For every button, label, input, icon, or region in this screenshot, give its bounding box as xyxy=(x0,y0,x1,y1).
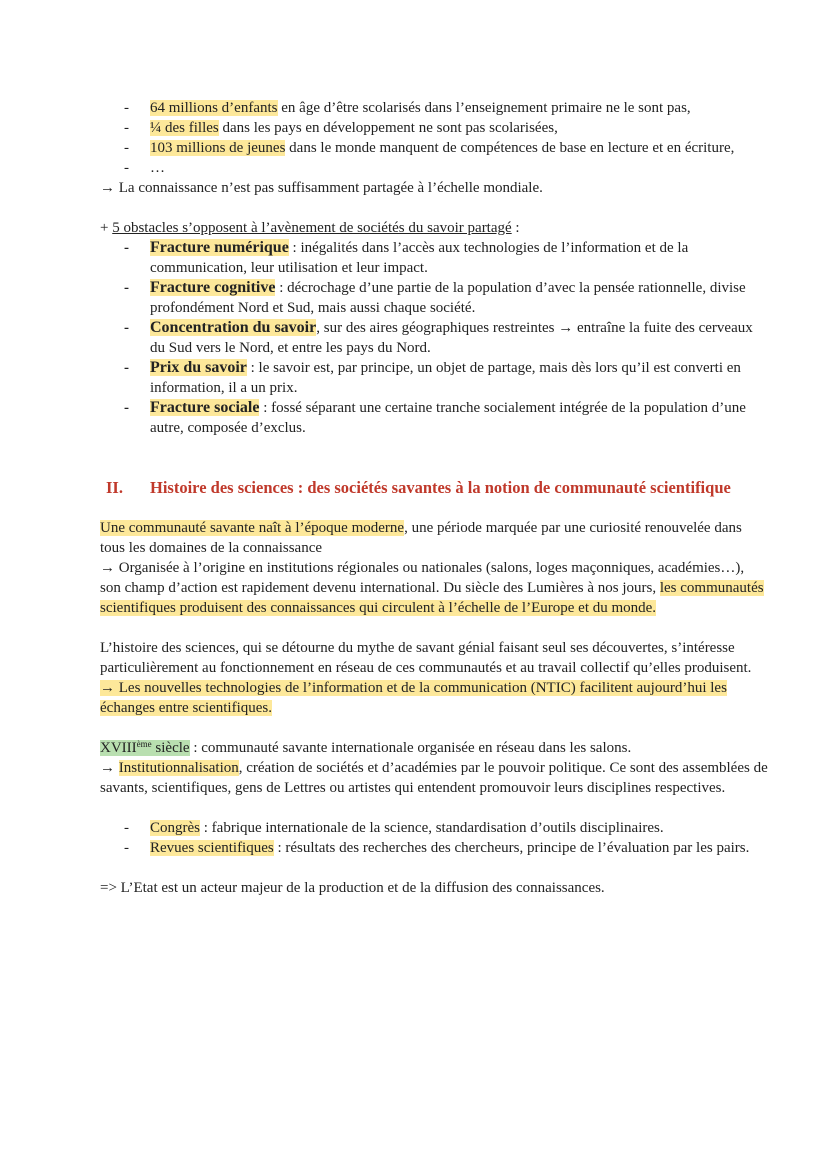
list-item xyxy=(100,818,768,838)
intro-underlined: 5 obstacles s’opposent à l’avènement de sociétés du savoir partagé xyxy=(112,220,512,236)
paragraph xyxy=(100,758,768,798)
highlight: les communautés scientifiques produisent des connaissances qui circulent à l’échelle de l’Europe et du monde. xyxy=(100,580,764,616)
paragraph-text: → Organisée à l’origine en institutions régionales ou nationales (salons, loges maçonniques, académies…), son champ d’action est rapidement devenu international. Du siècle des Lumières à nos jours, xyxy=(100,560,745,596)
list-item xyxy=(100,98,768,118)
final-conclusion: => L’Etat est un acteur majeur de la production et de la diffusion des connaissances. xyxy=(100,880,605,896)
term-desc: : fossé séparant une certaine tranche socialement intégrée de la population d’une autre, composée d’exclus. xyxy=(150,400,746,436)
list-item xyxy=(100,118,768,138)
list-item xyxy=(100,238,768,278)
paragraph xyxy=(100,678,768,718)
intro-prefix: + xyxy=(100,220,113,236)
highlight: 103 millions de jeunes xyxy=(150,140,286,156)
term: Prix du savoir xyxy=(150,359,247,376)
paragraph-text: , une période marquée par une curiosité renouvelée dans tous les domaines de la connaissance xyxy=(100,520,742,556)
arrow: → xyxy=(100,760,119,776)
paragraph-text: , création de sociétés et d’académies par le pouvoir politique. Ce sont des assemblées de savants, scientifiques, gens de Lettres ou artistes qui entendent promouvoir leurs disciplines respectives. xyxy=(100,760,768,796)
highlight: → Les nouvelles technologies de l’information et de la communication (NTIC) facilitent aujourd’hui les échanges entre scientifiques. xyxy=(100,680,727,716)
section-heading xyxy=(100,478,768,498)
paragraph xyxy=(100,738,768,758)
item-text: en âge d’être scolarisés dans l’enseignement primaire ne le sont pas, xyxy=(277,100,691,116)
section-title: Histoire des sciences : des sociétés savantes à la notion de communauté scientifique xyxy=(150,478,731,497)
item-text: : fabrique internationale de la science, standardisation d’outils disciplinaires. xyxy=(200,820,664,836)
highlight: Une communauté savante naît à l’époque moderne xyxy=(100,520,405,536)
item-text: : résultats des recherches des chercheurs, principe de l’évaluation par les pairs. xyxy=(273,840,750,856)
highlight: 64 millions d’enfants xyxy=(150,100,278,116)
paragraph xyxy=(100,518,768,558)
term: Fracture sociale xyxy=(150,399,260,416)
highlight: ¼ des filles xyxy=(150,120,219,136)
intro-suffix: : xyxy=(511,220,520,236)
century-highlight xyxy=(100,740,190,756)
term-desc: : décrochage d’une partie de la population d’avec la pensée rationnelle, divise profondément Nord et Sud, mais aussi chaque société. xyxy=(150,280,746,316)
highlight: Institutionnalisation xyxy=(118,760,239,776)
century-word: siècle xyxy=(151,740,190,756)
list-item xyxy=(100,838,768,858)
term-desc: : inégalités dans l’accès aux technologies de l’information et de la communication, leur utilisation et leur impact. xyxy=(150,240,689,276)
institutions-list xyxy=(100,818,768,858)
item-text: dans les pays en développement ne sont pas scolarisées, xyxy=(218,120,558,136)
obstacles-intro xyxy=(100,218,768,238)
list-item xyxy=(100,138,768,158)
term-desc: , sur des aires géographiques restreintes → entraîne la fuite des cerveaux du Sud vers le Nord, et entre les pays du Nord. xyxy=(150,320,753,356)
section-number: II. xyxy=(106,478,123,497)
highlight: Revues scientifiques xyxy=(150,840,274,856)
obstacles-list xyxy=(100,238,768,438)
item-text: dans le monde manquent de compétences de base en lecture et en écriture, xyxy=(285,140,735,156)
term: Fracture numérique xyxy=(150,239,289,256)
paragraph xyxy=(100,558,768,618)
century-sup: ème xyxy=(136,739,152,749)
conclusion-line: → La connaissance n’est pas suffisamment partagée à l’échelle mondiale. xyxy=(100,180,543,196)
term: Concentration du savoir xyxy=(150,319,317,336)
paragraph-text: : communauté savante internationale organisée en réseau dans les salons. xyxy=(189,740,632,756)
term: Fracture cognitive xyxy=(150,279,276,296)
highlight: Congrès xyxy=(150,820,200,836)
list-item xyxy=(100,318,768,358)
list-item xyxy=(100,398,768,438)
item-text: … xyxy=(150,160,165,176)
paragraph: L’histoire des sciences, qui se détourne du mythe de savant génial faisant seul ses découvertes, s’intéresse particulièrement au fonctionnement en réseau de ces communautés et au travail collectif qu’elles produisent. xyxy=(100,640,752,676)
list-item xyxy=(100,358,768,398)
list-item xyxy=(100,278,768,318)
century-base: XVIII xyxy=(100,740,137,756)
stats-list xyxy=(100,98,768,178)
list-item xyxy=(100,158,768,178)
term-desc: : le savoir est, par principe, un objet de partage, mais dès lors qu’il est converti en information, il a un prix. xyxy=(150,360,741,396)
